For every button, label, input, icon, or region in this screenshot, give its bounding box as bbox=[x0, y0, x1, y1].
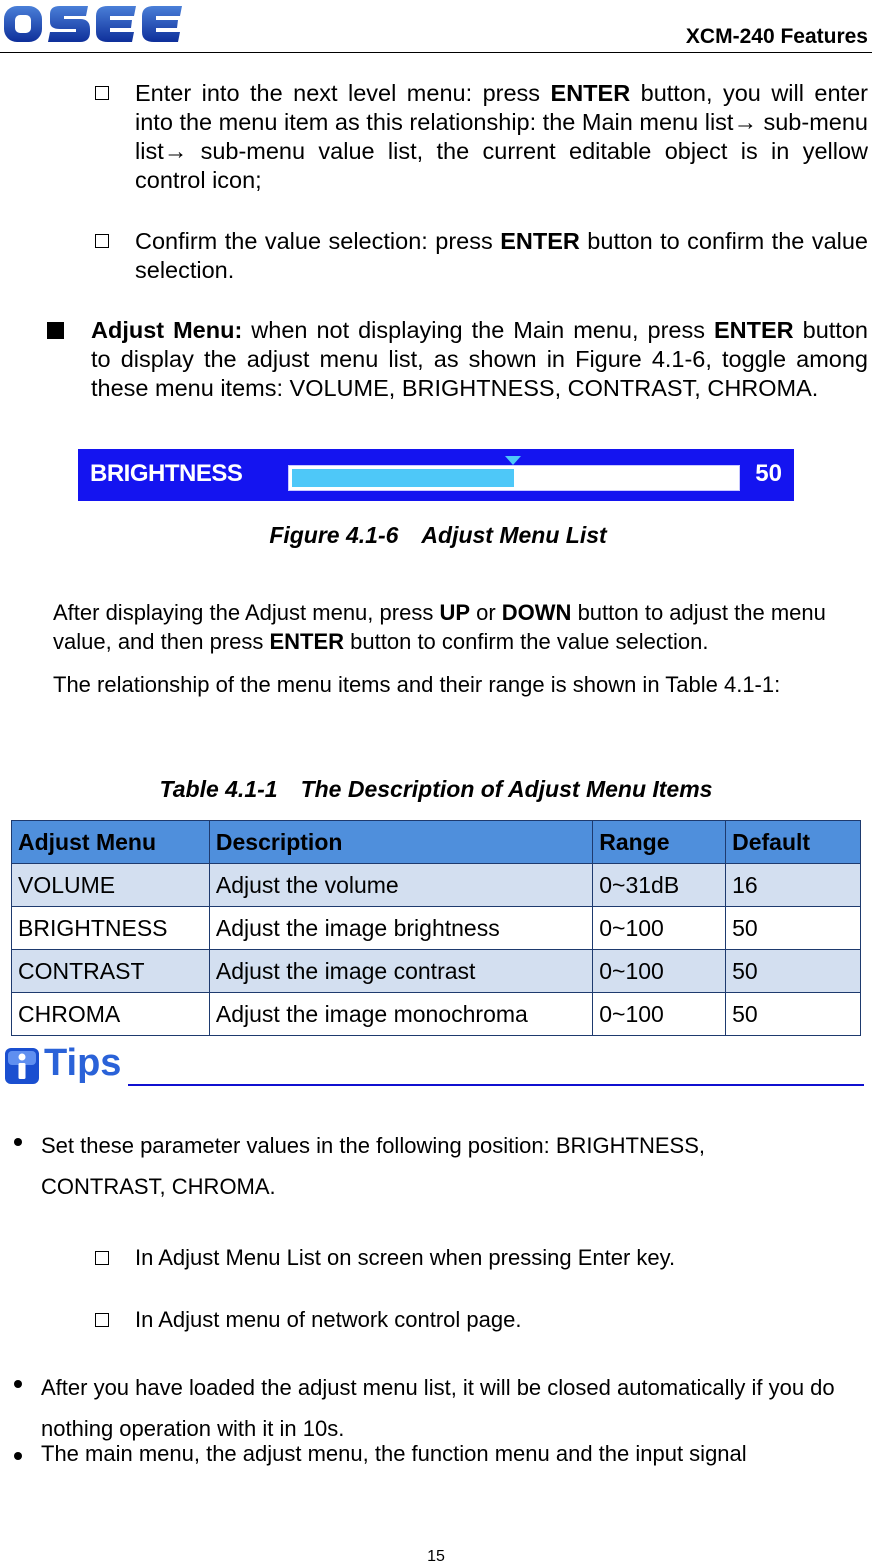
table-cell: 50 bbox=[726, 950, 861, 993]
table-cell: Adjust the image monochroma bbox=[209, 993, 592, 1036]
table-caption: Table 4.1-1 The Description of Adjust Menu Items bbox=[159, 776, 713, 802]
table-row bbox=[12, 950, 861, 993]
confirm-text: Confirm the value selection: press ENTER button to confirm the value selection. bbox=[135, 228, 868, 283]
figure-caption: Figure 4.1-6 Adjust Menu List bbox=[269, 522, 607, 548]
table-cell: VOLUME bbox=[12, 864, 210, 907]
tips-divider bbox=[128, 1084, 864, 1086]
table-cell: 50 bbox=[726, 907, 861, 950]
table-cell: 0~100 bbox=[593, 950, 726, 993]
adjust-menu-table bbox=[11, 820, 861, 1036]
table-cell: 0~100 bbox=[593, 993, 726, 1036]
table-cell: 16 bbox=[726, 864, 861, 907]
table-cell: Adjust the image brightness bbox=[209, 907, 592, 950]
tip-bullet-1: Set these parameter values in the following position: BRIGHTNESS, CONTRAST, CHROMA. bbox=[41, 1133, 705, 1199]
table-cell: Adjust the image contrast bbox=[209, 950, 592, 993]
table-header-row bbox=[12, 821, 861, 864]
table-header: Default bbox=[726, 821, 861, 864]
level-fill bbox=[292, 469, 514, 487]
tip-bullet-2: After you have loaded the adjust menu list, it will be closed automatically if you do nothing operation with it in 10s. bbox=[41, 1375, 835, 1441]
tips-title: Tips bbox=[44, 1042, 122, 1084]
table-header: Description bbox=[209, 821, 592, 864]
tip-sub-2: In Adjust menu of network control page. bbox=[135, 1307, 522, 1332]
tip-bullet-3: The main menu, the adjust menu, the function menu and the input signal bbox=[41, 1441, 747, 1466]
level-marker-icon bbox=[505, 456, 521, 465]
after-text: After displaying the Adjust menu, press UP or DOWN button to adjust the menu value, and then press ENTER button to confirm the value selection. bbox=[53, 600, 826, 654]
square-bullet-icon bbox=[47, 322, 64, 339]
dot-bullet-icon bbox=[14, 1380, 22, 1388]
table-row bbox=[12, 864, 861, 907]
menu-item-label: BRIGHTNESS bbox=[90, 460, 243, 487]
tip-sub-1: In Adjust Menu List on screen when pressing Enter key. bbox=[135, 1245, 676, 1270]
table-cell: Adjust the volume bbox=[209, 864, 592, 907]
enter-menu-text: Enter into the next level menu: press ENTER button, you will enter into the menu item as this relationship: the Main menu list→ sub-menu list→ sub-menu value list, the current editable object is in yellow control icon; bbox=[135, 80, 868, 193]
table-cell: CHROMA bbox=[12, 993, 210, 1036]
checkbox-icon bbox=[95, 234, 109, 248]
checkbox-icon bbox=[95, 86, 109, 100]
checkbox-icon bbox=[95, 1313, 109, 1327]
header-divider bbox=[0, 52, 872, 53]
dot-bullet-icon bbox=[14, 1138, 22, 1146]
table-header: Range bbox=[593, 821, 726, 864]
checkbox-icon bbox=[95, 1251, 109, 1265]
header-title: XCM-240 Features bbox=[685, 25, 868, 48]
table-cell: CONTRAST bbox=[12, 950, 210, 993]
info-icon bbox=[4, 1046, 40, 1086]
table-header: Adjust Menu bbox=[12, 821, 210, 864]
adjust-menu-text: Adjust Menu: when not displaying the Main menu, press ENTER button to display the adjust menu list, as shown in Figure 4.1-6, toggle among these menu items: VOLUME, BRIGHTNESS, CONTRAST, CHROMA. bbox=[91, 317, 868, 401]
level-track bbox=[288, 465, 740, 491]
table-cell: 0~31dB bbox=[593, 864, 726, 907]
table-cell: BRIGHTNESS bbox=[12, 907, 210, 950]
osee-logo bbox=[2, 2, 184, 44]
table-row bbox=[12, 907, 861, 950]
table-cell: 0~100 bbox=[593, 907, 726, 950]
menu-value: 50 bbox=[755, 460, 782, 487]
relationship-text: The relationship of the menu items and their range is shown in Table 4.1-1: bbox=[53, 672, 781, 697]
table-cell: 50 bbox=[726, 993, 861, 1036]
dot-bullet-icon bbox=[14, 1452, 22, 1460]
adjust-menu-bar bbox=[78, 449, 794, 501]
page-number: 15 bbox=[427, 1548, 445, 1565]
table-row bbox=[12, 993, 861, 1036]
